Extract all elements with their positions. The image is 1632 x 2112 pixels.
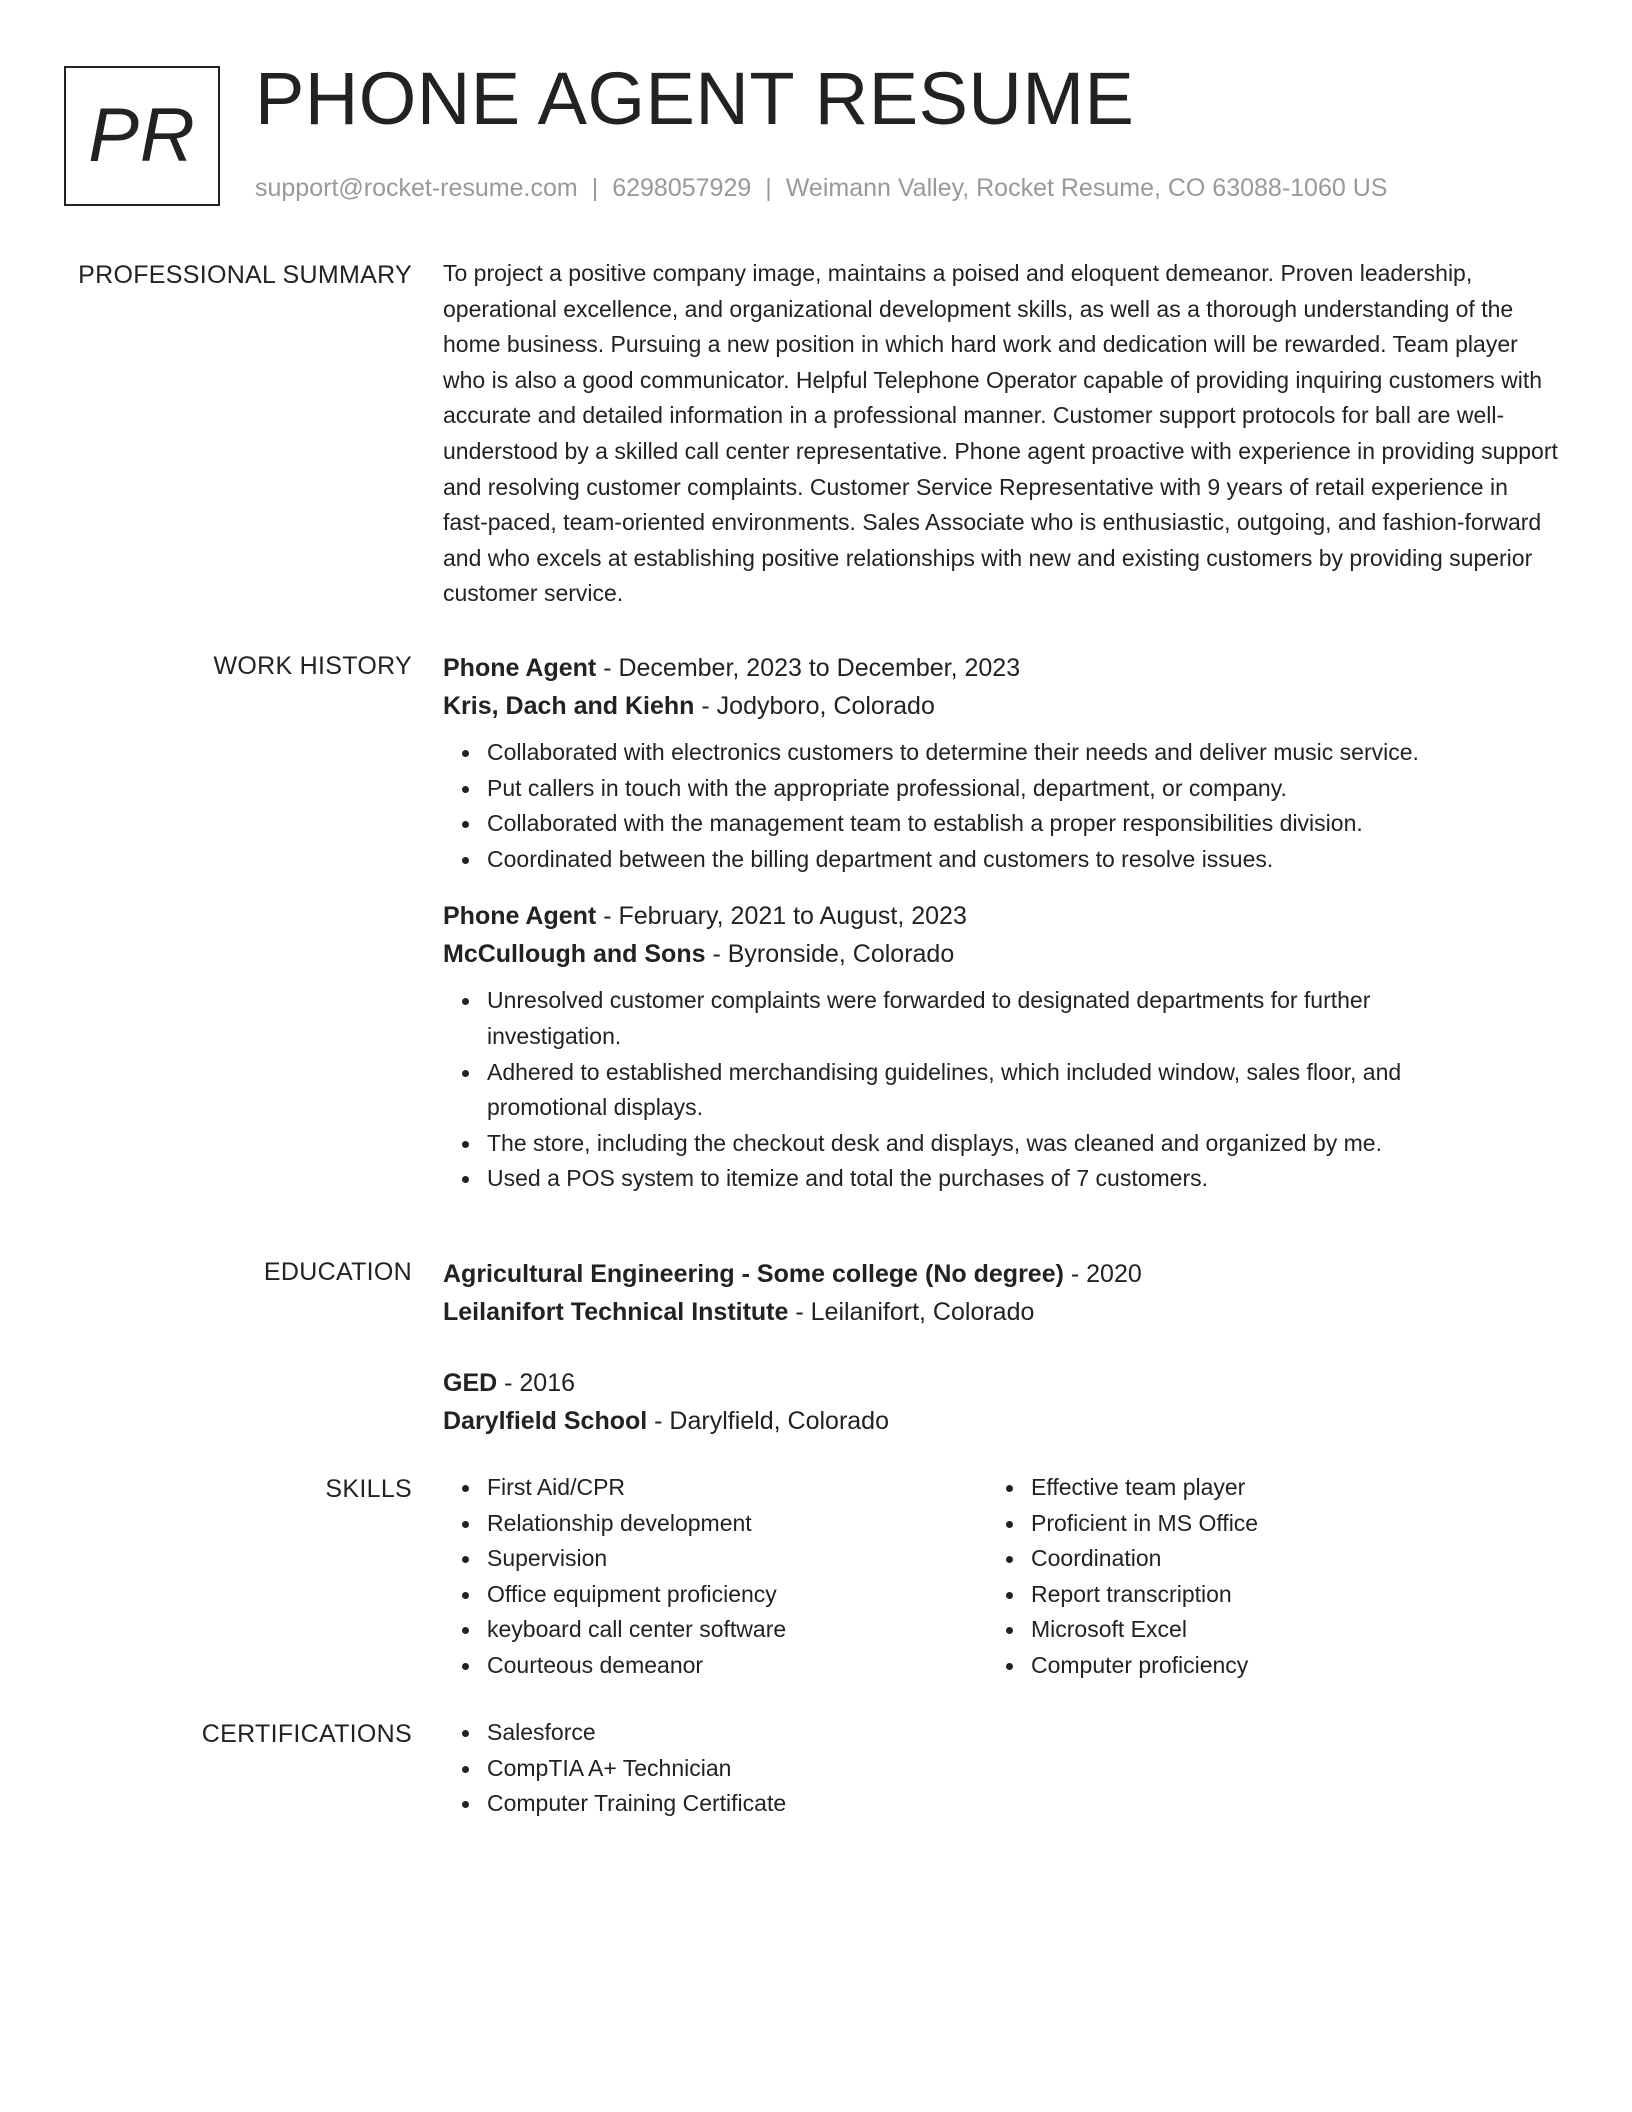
education-degree: Agricultural Engineering - Some college (No degree) <box>443 1260 1064 1288</box>
job-entry <box>443 897 1558 1197</box>
section-title-work: WORK HISTORY <box>213 652 412 680</box>
list-item: Unresolved customer complaints were forwarded to designated departments for further investigation. <box>487 983 1498 1054</box>
list-item: Computer proficiency <box>1031 1648 1487 1684</box>
education-school: Leilanifort Technical Institute <box>443 1298 789 1326</box>
skills-list <box>443 1470 987 1684</box>
list-item: Microsoft Excel <box>1031 1612 1487 1648</box>
education-body <box>443 1255 1558 1440</box>
education-location: - Darylfield, Colorado <box>647 1407 889 1435</box>
skills-column-2 <box>987 1470 1487 1684</box>
list-item: Computer Training Certificate <box>487 1786 1558 1822</box>
list-item: Put callers in touch with the appropriate professional, department, or company. <box>487 771 1558 807</box>
list-item: Office equipment proficiency <box>487 1577 987 1613</box>
list-item: Supervision <box>487 1541 987 1577</box>
list-item: Collaborated with electronics customers to determine their needs and deliver music service. <box>487 735 1558 771</box>
job-role-line <box>443 897 1558 935</box>
job-company-line <box>443 687 1558 725</box>
summary-text: To project a positive company image, maintains a poised and eloquent demeanor. Proven leadership, operational excellence, and organizational development skills, as well as a thorough understanding of the home business. Pursuing a new position in which hard work and dedication will be rewarded. Team player who is also a good communicator. Helpful Telephone Operator capable of providing inquiring customers with accurate and detailed information in a professional manner. Customer support protocols for ball are well-understood by a skilled call center representative. Phone agent proactive with experience in providing support and resolving customer complaints. Customer Service Representative with 9 years of retail experience in fast-paced, team-oriented environments. Sales Associate who is enthusiastic, outgoing, and fashion-forward and who excels at establishing positive relationships with new and existing customers by providing superior customer service. <box>443 260 1558 607</box>
job-location: - Jodyboro, Colorado <box>694 692 935 720</box>
contact-separator: | <box>765 174 772 202</box>
job-bullets <box>443 983 1558 1197</box>
contact-separator: | <box>591 174 599 202</box>
list-item: First Aid/CPR <box>487 1470 987 1506</box>
job-dates: - December, 2023 to December, 2023 <box>596 654 1021 682</box>
contact-email: support@rocket-resume.com <box>255 174 578 202</box>
job-dates: - February, 2021 to August, 2023 <box>596 902 967 931</box>
section-title-skills: SKILLS <box>325 1475 412 1503</box>
job-role-line <box>443 649 1558 687</box>
skills-list <box>987 1470 1487 1684</box>
skills-columns <box>443 1470 1558 1684</box>
summary-body <box>443 258 1558 612</box>
education-degree: GED <box>443 1369 498 1397</box>
list-item: Salesforce <box>487 1715 1558 1751</box>
list-item: Coordinated between the billing department and customers to resolve issues. <box>487 842 1558 878</box>
education-degree-line <box>443 1364 1558 1402</box>
education-location: - Leilanifort, Colorado <box>788 1298 1035 1326</box>
monogram-initials: PR <box>88 93 196 178</box>
job-company-line <box>443 935 1558 973</box>
list-item: CompTIA A+ Technician <box>487 1751 1558 1787</box>
list-item: Report transcription <box>1031 1577 1487 1613</box>
resume-title: PHONE AGENT RESUME <box>255 57 1135 140</box>
education-entry <box>443 1255 1558 1331</box>
job-company: Kris, Dach and Kiehn <box>443 692 695 720</box>
skills-body <box>443 1470 1558 1684</box>
list-item: Courteous demeanor <box>487 1648 987 1684</box>
job-location: - Byronside, Colorado <box>705 940 955 969</box>
monogram-box <box>64 66 220 206</box>
section-title-education: EDUCATION <box>263 1258 412 1286</box>
list-item: The store, including the checkout desk and displays, was cleaned and organized by me. <box>487 1126 1498 1162</box>
section-title-certifications: CERTIFICATIONS <box>201 1720 412 1748</box>
list-item: Effective team player <box>1031 1470 1487 1506</box>
education-year: - 2020 <box>1063 1260 1142 1288</box>
job-company: McCullough and Sons <box>443 940 706 969</box>
list-item: Collaborated with the management team to establish a proper responsibilities division. <box>487 806 1558 842</box>
job-entry <box>443 649 1558 877</box>
education-year: - 2016 <box>497 1369 576 1397</box>
work-history-body <box>443 649 1558 1197</box>
job-bullets <box>443 735 1558 877</box>
list-item: Proficient in MS Office <box>1031 1506 1487 1542</box>
contact-address: Weimann Valley, Rocket Resume, CO 63088-1060 US <box>785 174 1388 202</box>
contact-line <box>255 173 1387 203</box>
list-item: Adhered to established merchandising guidelines, which included window, sales floor, and promotional displays. <box>487 1055 1498 1126</box>
contact-phone: 6298057929 <box>612 174 752 202</box>
list-item: Used a POS system to itemize and total the purchases of 7 customers. <box>487 1161 1498 1197</box>
education-entry <box>443 1364 1558 1440</box>
list-item: keyboard call center software <box>487 1612 987 1648</box>
certifications-body <box>443 1715 1558 1822</box>
education-school: Darylfield School <box>443 1407 648 1435</box>
education-school-line <box>443 1402 1558 1440</box>
list-item: Coordination <box>1031 1541 1487 1577</box>
job-role: Phone Agent <box>443 902 597 931</box>
job-role: Phone Agent <box>443 654 597 682</box>
skills-column-1 <box>443 1470 987 1684</box>
education-school-line <box>443 1293 1558 1331</box>
section-title-summary: PROFESSIONAL SUMMARY <box>78 261 412 289</box>
list-item: Relationship development <box>487 1506 987 1542</box>
certifications-list <box>443 1715 1558 1822</box>
education-degree-line <box>443 1255 1558 1293</box>
